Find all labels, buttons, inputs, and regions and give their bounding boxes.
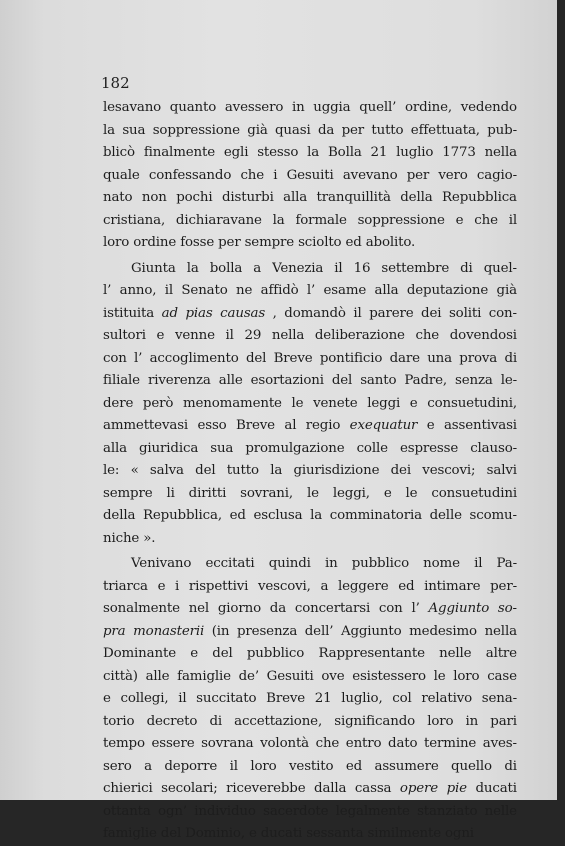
text-line: città) alle famiglie de’ Gesuiti ove esistessero le loro case: [103, 668, 517, 684]
body-text: [103, 97, 517, 846]
text-line: quale confessando che i Gesuiti avevano per vero cagio-: [103, 167, 517, 183]
text-line: dere però menomamente le venete leggi e consuetudini,: [103, 395, 517, 411]
text-line: famiglie del Dominio, e ducati sessanta similmente ogni: [103, 826, 474, 841]
text-line: istituita ad pias causas , domandò il parere dei soliti con-: [103, 305, 517, 321]
text-line: nato non pochi disturbi alla tranquillità della Repubblica: [103, 190, 517, 205]
page-number: 182: [101, 74, 130, 92]
text-line: torio decreto di accettazione, significando loro in pari: [103, 713, 517, 729]
text-line: chierici secolari; riceverebbe dalla cassa opere pie ducati: [103, 781, 517, 796]
text-line: ammettevasi esso Breve al regio exequatur e assentivasi: [103, 418, 517, 433]
text-line: sultori e venne il 29 nella deliberazione che dovendosi: [103, 328, 517, 343]
text-line: sonalmente nel giorno da concertarsi con l’ Aggiunto so-: [103, 601, 517, 616]
text-line: filiale riverenza alle esortazioni del santo Padre, senza le-: [103, 373, 517, 388]
text-line: triarca e i rispettivi vescovi, a leggere ed intimare per-: [103, 578, 517, 594]
text-line: della Repubblica, ed esclusa la comminatoria delle scomu-: [103, 508, 517, 523]
text-line: blicò finalmente egli stesso la Bolla 21 luglio 1773 nella: [103, 145, 517, 160]
text-line: l’ anno, il Senato ne affidò l’ esame alla deputazione già: [103, 283, 517, 298]
text-line: Venivano eccitati quindi in pubblico nome il Pa-: [131, 556, 517, 571]
text-line: e collegi, il succitato Breve 21 luglio, col relativo sena-: [103, 691, 517, 706]
text-line: con l’ accoglimento del Breve pontificio dare una prova di: [103, 350, 517, 366]
text-line: alla giuridica sua promulgazione colle espresse clauso-: [103, 440, 517, 456]
text-line: tempo essere sovrana volontà che entro dato termine aves-: [103, 736, 517, 751]
text-line: cristiana, dichiaravane la formale soppressione e che il: [103, 212, 517, 228]
text-line: ottanta ogn’ individuo sacerdote legalmente stanziato nelle: [103, 803, 517, 819]
text-line: la sua soppressione già quasi da per tutto effettuata, pub-: [103, 122, 517, 138]
text-line: sempre li diritti sovrani, le leggi, e le consuetudini: [103, 485, 517, 501]
text-line: Giunta la bolla a Venezia il 16 settembre di quel-: [131, 260, 517, 276]
text-line: niche ».: [103, 530, 156, 546]
text-line: sero a deporre il loro vestito ed assumere quello di: [103, 758, 517, 774]
text-line: pra monasterii (in presenza dell’ Aggiunto medesimo nella: [103, 623, 517, 639]
text-line: Dominante e del pubblico Rappresentante nelle altre: [103, 646, 517, 661]
text-line: loro ordine fosse per sempre sciolto ed abolito.: [103, 235, 416, 250]
text-line: le: « salva del tutto la giurisdizione dei vescovi; salvi: [103, 463, 517, 478]
text-line: lesavano quanto avessero in uggia quell’ ordine, vedendo: [103, 100, 517, 115]
